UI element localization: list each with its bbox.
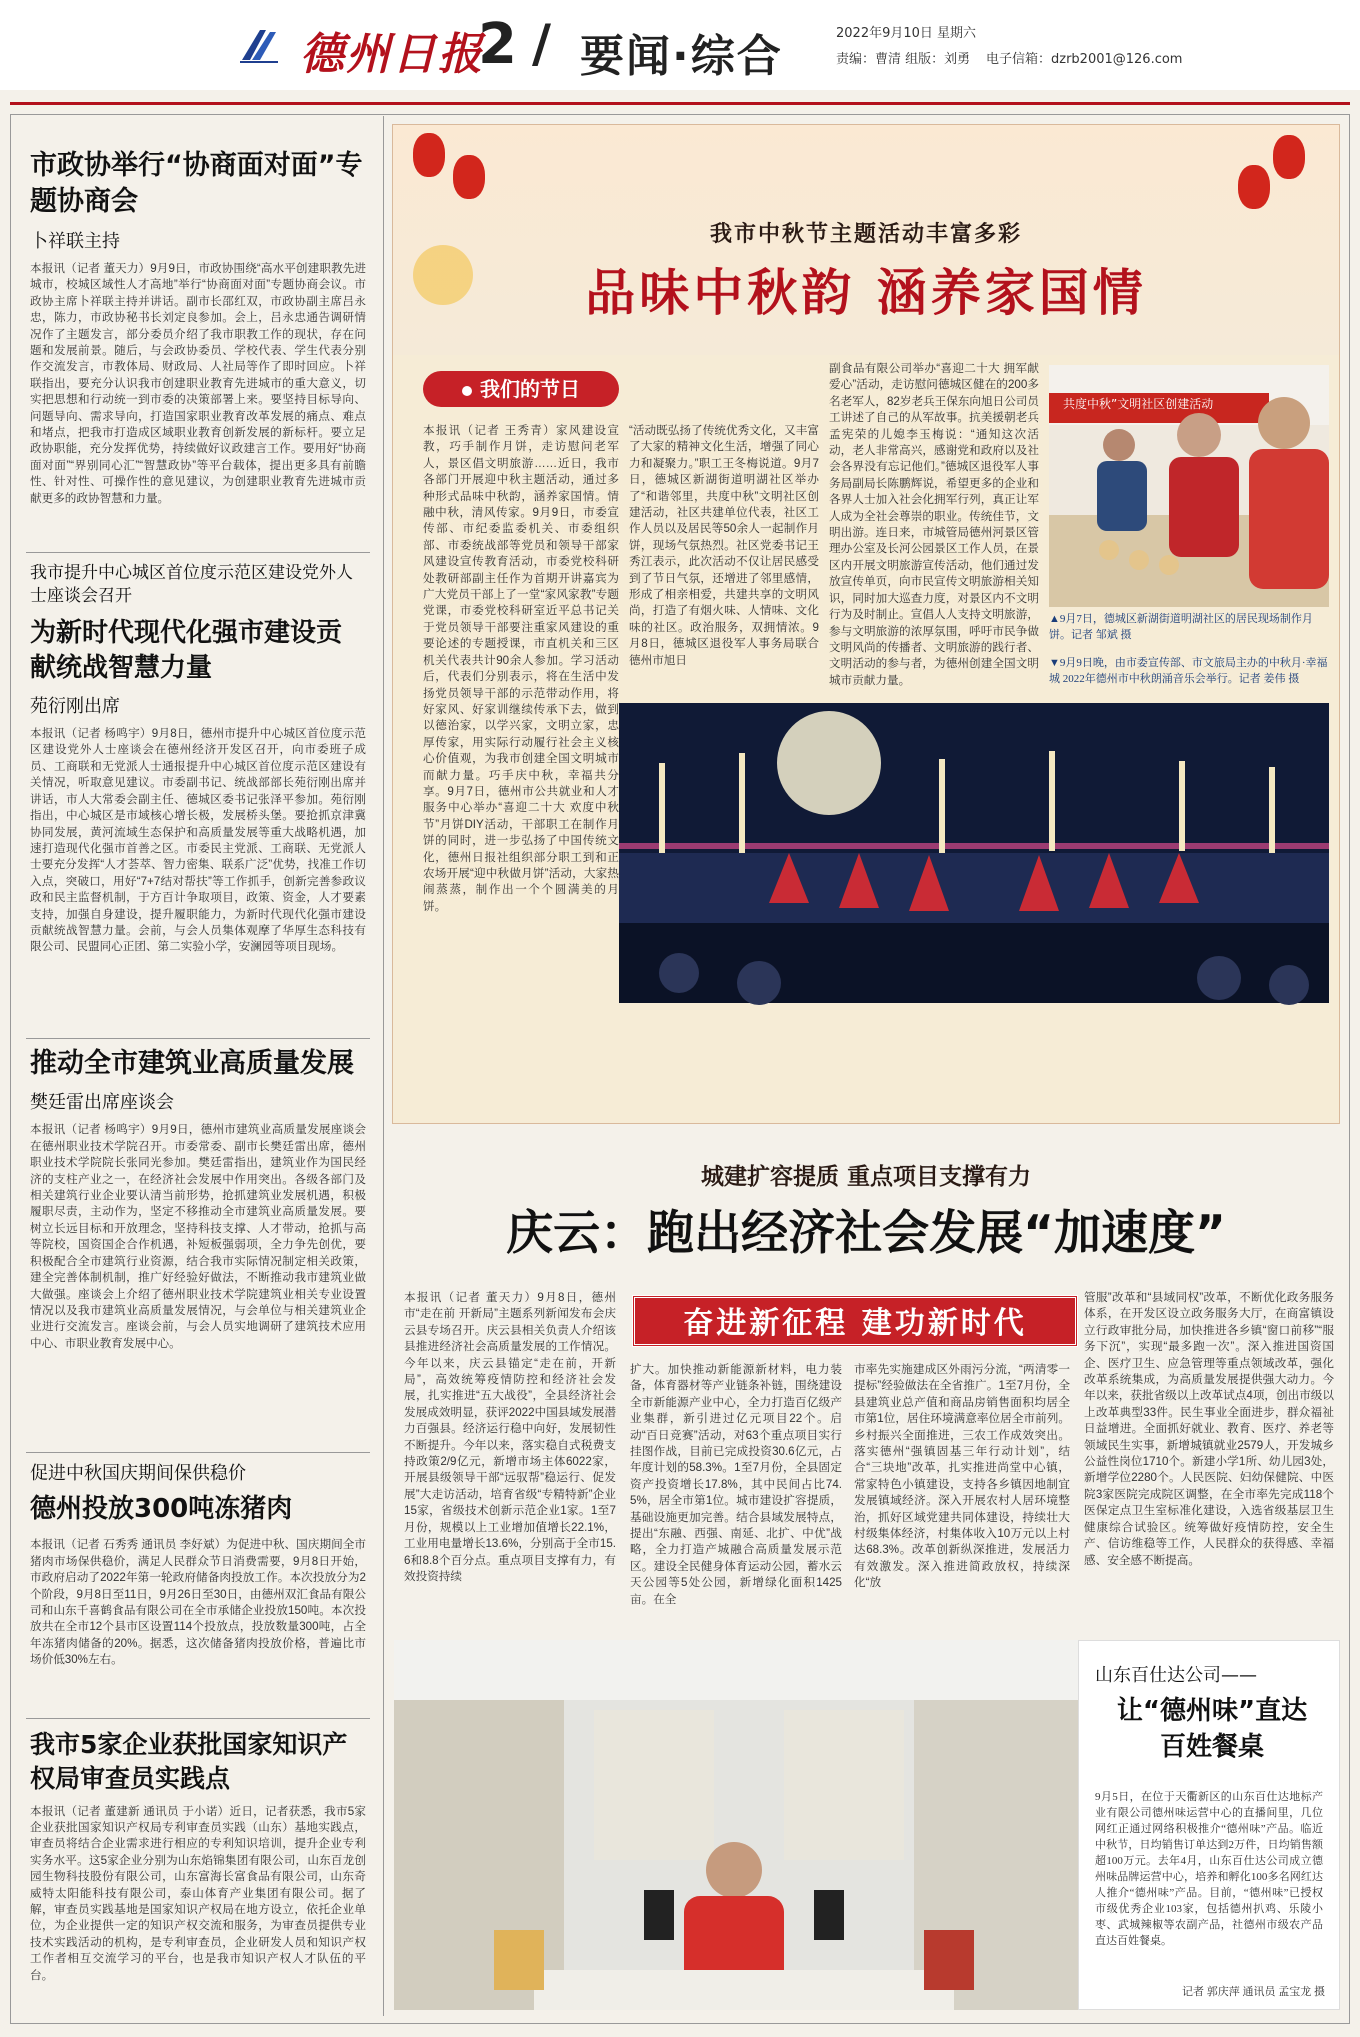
article-title: 我市5家企业获批国家知识产权局审查员实践点 (30, 1730, 348, 1793)
article-col-3 (854, 1362, 1070, 1622)
page-divider: / (532, 14, 551, 74)
photo-caption: ▲9月7日，德城区新湖街道明湖社区的居民现场制作月饼。记者 邹斌 摄 (1049, 613, 1313, 641)
article-divider (26, 1452, 370, 1453)
masthead (0, 0, 1360, 90)
article-col-1 (404, 1290, 616, 1622)
article-body: 本报讯（记者 董天力）9月9日，市政协围绕“高水平创建职教先进城市，校城区域性人才高地”举行“协商面对面”专题协商会议。市政协主席卜祥联主持并讲话。副市长邵红双，市政协副主席吕永忠，陈力，市政协秘书长刘定良参加。会上，吕永忠通告调研情况作了主题发言，部分委员介绍了我市职教工作的现状，存在问题和发展前景。随后，与会政协委员、学校代表、学生代表分别作交流发言，市教体局、财政局、人社局等作了即时回应。卜祥联指出，要充分认识我市创建职业教育先进城市的重大意义，切实把思想和行动统一到市委的决策部署上来。要坚持目标导向、问题导向、需求导向，打造国家职业教育改革发展的痛点、难点和堵点，把我市打造成区域职业教育创新发展的新标杆。要立足政协职能，充分发挥优势，持续做好议政建言工作。要用好“协商面对面”“界别同心汇”“智慧政协”等平台载体，提出更多具有前瞻性、针对性、可操作性的意见建议，为创建职业教育先进城市贡献更多的政协智慧和力量。 (30, 261, 366, 505)
newspaper-logo-icon (238, 26, 280, 64)
article-subtitle: 苑衍刚出席 (30, 696, 120, 718)
article-col-2 (630, 1362, 842, 1622)
page-number: 2 (478, 12, 517, 77)
photo-concert (619, 703, 1329, 1003)
article-body: 本报讯（记者 董建新 通讯员 于小诺）近日，记者获悉，我市5家企业获批国家知识产权局专利审查员实践（山东）基地实践点，审查员将结合企业需求进行相应的专利知识培训，提升企业专利实务水平。这5家企业分别为山东焰锦集团有限公司，山东百龙创园生物科技股份有限公司，山东富海长富食品有限公司，山东奇威特太阳能科技有限公司，泰山体育产业集团有限公司。据了解，审查员实践基地是国家知识产权局在地方设立，依托企业单位，为企业提供一定的知识产权交流和服务，为审查员提供专业技术实践活动的机构，是专利审查员，企业研发人员和知识产权工作者相互交流学习的平台，也是我市知识产权人才队伍的平台。 (30, 1804, 366, 1982)
feature-text: 副食品有限公司举办“喜迎二十大 拥军献爱心”活动，走访慰问德城区健在的200多名老军人，82岁老兵王保东向旭日公司员工讲述了自己的从军故事。抗美援朝老兵孟宪荣的儿媳李玉梅说：“通知这次活动，老人非常高兴，感谢党和政府以及社会各界没有忘记他们。”德城区退役军人事务局副局长陈鹏辉说，希望更多的企业和各界人士加入社会化拥军行列，真正让军人成为全社会尊崇的职业。传统佳节，文明出游。连日来，市城管局德州河景区管理办公室及长河公园景区工作人员，在景区内开展文明旅游宣传活动，他们通过发放宣传单页，向市民宣传文明旅游相关知识，同时加大巡查力度，对景区内不文明行为及时制止。宣倡人人支持文明旅游，参与文明旅游的浓厚氛围，呼吁市民争做文明风尚的传播者、文明旅游的践行者、文明活动的参与者，为德州创建全国文明城市贡献力量。 (829, 362, 1039, 687)
lantern-icon (413, 133, 445, 177)
feature-title: 品味中秋韵 涵养家国情 (585, 264, 1147, 322)
article-title: 为新时代现代化强市建设贡献统战智慧力量 (30, 617, 343, 683)
article-body: 本报讯（记者 杨鸣宇）9月9日，德州市建筑业高质量发展座谈会在德州职业技术学院召开。市委常委、副市长樊廷雷出席，德州职业技术学院院长张同光参加。樊廷雷指出，建筑业作为国民经济的支柱产业之一，在经济社会发展中作用突出。各级各部门及相关建筑行业企业要认清当前形势，抢抓建筑业发展机遇，积极履职尽责，主动作为，坚定不移推动全市建筑业高质量发展。要树立长远目标和开放理念，坚持科技支撑、人才带动，抢抓与高等院校，国资国企合作机遇，补短板强弱项，全力争先创优，要积极配合全市建筑行业资源，结合我市实际情况制定相关政策，建全完善体制机制，推广好经验好做法，不断推动我市建筑业做大做强。座谈会上介绍了德州职业技术学院建筑业相关专业设置情况以及我市建筑业高质量发展情况，与会单位与相关建筑业企业进行交流发言。座谈会前，与会人员实地调研了建筑技术应用中心、市职业教育发展中心。 (30, 1123, 366, 1350)
article-lead: 促进中秋国庆期间保供稳价 (30, 1463, 246, 1484)
story-lead: 山东百仕达公司—— (1095, 1665, 1257, 1686)
lantern-icon (1273, 135, 1305, 179)
article-title: 推动全市建筑业高质量发展 (30, 1048, 354, 1079)
photo-caption: ▼9月9日晚，由市委宣传部、市文旅局主办的中秋月·幸福城 2022年德州市中秋朗涌音乐会举行。记者 姜伟 摄 (1049, 657, 1328, 685)
header-rule (10, 102, 1350, 105)
article-body: 本报讯（记者 石秀秀 通讯员 李好斌）为促进中秋、国庆期间全市猪肉市场保供稳价，满足人民群众节日消费需要，9月8日开始，市政府启动了2022年第一轮政府储备肉投放工作。本次投放分为2个阶段，9月8日至11日，9月26日至30日，由德州双汇食品有限公司和山东千喜鹤食品有限公司在全市承储企业投放150吨。本次投放共在全市12个县市区设置114个投放点，投放数量300吨，占全年冻猪肉储备的20%。据悉，这次储备猪肉投放价格，普遍比市场价低30%左右。 (30, 1538, 366, 1667)
festival-feature (392, 124, 1340, 1124)
article-kicker: 城建扩容提质 重点项目支撑有力 (700, 1163, 1031, 1190)
feature-text: 本报讯（记者 王秀青）家风建设宣教，巧手制作月饼，走访慰问老军人，景区倡文明旅游……近日，我市各部门开展迎中秋主题活动，通过多种形式品味中秋韵，涵养家国情。情融中秋，清风传家。9月9日，市委宣传部、市纪委监委机关、市委组织部、市委统战部等党员和领导干部家风建设宣传教育活动，市委党校科研处教研部副主任作为首期开讲嘉宾为广大党员干部上了一堂“家风家教”专题党课，市委党校科研室近平总书记关于党员领导干部要注重家风建设的重要论述的专题授课，市直机关和三区机关代表共计90余人参加。学习活动后，代表们分别表示，将在生活中发扬党员领导干部的示范带动作用，将好家风、好家训继续传承下去，做到以德治家，以学兴家，文明立家，忠厚传家，用实际行动履行社会主义核心价值观，为我市创建全国文明城市而献力量。巧手庆中秋，幸福共分享。9月7日，德州市公共就业和人才服务中心举办“喜迎二十大 欢度中秋节”月饼DIY活动，干部职工在制作月饼的同时，进一步弘扬了中国传统文化，德州日报社组织部分职工到和正农场开展“迎中秋做月饼”活动，大家热闹蒸蒸，制作出一个个圆满美的月饼。 (423, 424, 619, 913)
article-col-4 (1084, 1290, 1334, 1622)
article-lead: 我市提升中心城区首位度示范区建设党外人士座谈会召开 (30, 563, 353, 606)
article-body: 本报讯（记者 杨鸣宇）9月8日，德州市提升中心城区首位度示范区建设党外人士座谈会在德州经济开发区召开，向市委班子成员、工商联和无党派人士通报提升中心城区首位度示范区建设有关情况，听取意见建议。市委副书记、统战部部长苑衍刚出席并讲话，市人大常委会副主任、德城区委书记张泽平参加。苑衍刚指出，中心城区是市域核心增长极，发展桥头堡。要抢抓京津冀协同发展，黄河流域生态保护和高质量发展等重大战略机遇，加速打造现代化强市首善之区。市委民主党派、工商联、无党派人士要充分发挥“人才荟萃、智力密集、联系广泛”优势，找准工作切入点，突破口，用好“7+7结对帮扶”等工作抓手，创新完善参政议政和民主监督机制，于方百计争取项目，政策、资金，人才要素支持，加强自身建设，提升履职能力，为新时代现代化强市建设贡献统战智慧力量。会前，与会人员集体观摩了华厚生态科技有限公司、民盟同心正团、第二实验小学，安澜园等项目现场。 (30, 727, 366, 954)
article-text: 市率先实施建成区外雨污分流，“两清零一提标”经验做法在全省推广。1至7月份，全县建筑业总产值和商品房销售面积均居全市第1位，居住环境满意率位居全市前列。乡村振兴全面推进，三农工作成效突出。落实德州“强镇固基三年行动计划”，结合“三块地”改革，扎实推进尚堂中心镇，常家特色小镇建设，支持各乡镇因地制宜发展镇域经济。深入开展农村人居环境整治，抓好区域党建共同体建设，持续壮大村级集体经济，村集体收入10万元以上村达68.3%。改革创新纵深推进，发展活力有效激发。深入推进简政放权，持续深化“放 (854, 1363, 1070, 1590)
article-subtitle: 卜祥联主持 (30, 230, 120, 252)
photo-livestream-image (394, 1640, 1078, 2010)
badge-label: 我们的节日 (480, 377, 580, 401)
article-cppcc (30, 148, 366, 530)
photo-credit: 记者 郭庆萍 通讯员 孟宝龙 摄 (1182, 1986, 1325, 1998)
column-badge: 奋进新征程 建功新时代 (632, 1295, 1078, 1347)
article-text: 管服”改革和“县域同权”改革，不断优化政务服务体系，在开发区设立政务服务大厅，在商富镇设立行政审批分局，加快推进各乡镇“窗口前移”“服务下沉”，实现“最多跑一次”。深入推进国资国企、医疗卫生、应急管理等重点领域改革，强化改革系统集成，为高质量发展提供强大动力。今年以来，获批省级以上改革试点4项，创出市级以上改革典型33件。民生事业全面进步，群众福祉日益增进。全面抓好就业、教育、医疗、养老等领域民生实事，新增城镇就业2579人，开发城乡公益性岗位1710个。新建小学1所、幼儿园3处，新增学位2280个。人民医院、妇幼保健院、中医院3家医院完成院区调整，在全市率先完成118个医保定点卫生室标准化建设，入选省级基层卫生健康综合试验区。统筹做好疫情防控，安全生产、信访维稳等工作，人民群众的获得感、幸福感、安全感不断提高。 (1084, 1291, 1334, 1567)
article-text: 扩大。加快推动新能源新材料，电力装备，体育器材等产业链条补链，围绕建设全市新能源产业中心，全力打造百亿级产业集群，新引进过亿元项目22个。启动“百日竞赛”活动，对63个重点项目实行挂图作战，目前已完成投资30.6亿元，占年度计划的58.3%。1至7月份，全县固定资产投资增长17.8%，其中民间占比74.5%，居全市第1位。城市建设扩容提质，基础设施更加完善。结合县域发展特点，提出“东融、西强、南延、北扩、中优”战略，全力打造产城融合高质量发展示范区。建设全民健身体育运动公园，蓄水云天公园等5处公园，新增绿化面积1425亩。在全 (630, 1363, 842, 1606)
article-ip (30, 1728, 366, 2020)
article-united-front (30, 562, 366, 1042)
article-title: 庆云：跑出经济社会发展“加速度” (506, 1206, 1226, 1261)
feature-text: “活动既弘扬了传统优秀文化，又丰富了大家的精神文化生活，增强了同心力和凝聚力。”职工王冬梅说道。9月7日，德城区新湖街道明湖社区举办了“和谐邻里，共度中秋”文明社区创建活动，社区共建单位代表，社区工作人员以及居民等50余人一起制作月饼，现场气氛热烈。社区党委书记王秀江表示，此次活动不仅让居民感受到了节日气氛，还增进了邻里感情，形成了相亲相爱，共建共享的文明风尚，打造了有烟火味、人情味、文化味的社区。政治服务，双拥情浓。9月8日，德城区退役军人事务局联合德州市旭日 (629, 424, 819, 667)
editor-credits: 责编：曹清 组版：刘勇 (836, 52, 971, 67)
feature-col-1 (423, 423, 619, 913)
article-divider (26, 1718, 370, 1719)
dot-icon (462, 386, 472, 396)
article-pork (30, 1462, 366, 1712)
article-divider (26, 1038, 370, 1039)
feature-kicker: 我市中秋节主题活动丰富多彩 (709, 221, 1022, 247)
contact-email: 电子信箱：dzrb2001@126.com (986, 52, 1183, 67)
article-title: 德州投放300吨冻猪肉 (30, 1494, 293, 1525)
article-subtitle: 樊廷雷出席座谈会 (30, 1092, 174, 1114)
article-text: 本报讯（记者 董天力）9月8日，德州市“走在前 开新局”主题系列新闻发布会庆云县专场召开。庆云县相关负责人介绍该县推进经济社会高质量发展的工作情况。今年以来，庆云县锚定“走在前，开新局”，高效统筹疫情防控和经济社会发展，扎实推进“五大战役”，全县经济社会发展成效明显，获评2022中国县域发展潜力百强县。经济运行稳中向好，发展韧性不断提升。今年以来，落实稳自式税费支持政策2/9亿元，新增市场主体6022家，开展县级领导干部“远驭帮”稳运行、促发展”大走访活动，培育省级“专精特新”企业15家，省级技术创新示范企业1家。1至7月份，规模以上工业增加值增长22.1%，工业用电量增长13.6%，分别高于全市15.6和8.8个百分点。重点项目支撑有力，有效投资持续 (404, 1291, 616, 1583)
banner-text: 共度中秋”文明社区创建活动 (1063, 397, 1214, 411)
column-separator (383, 116, 384, 2016)
lantern-icon (453, 155, 485, 199)
column-badge (423, 371, 619, 407)
photo-mooncake-making (1049, 365, 1329, 607)
lantern-icon (1238, 165, 1270, 209)
article-title: 市政协举行“协商面对面”专题协商会 (30, 150, 363, 218)
photo-livestream (394, 1640, 1078, 2010)
story-body: 9月5日，在位于天衢新区的山东百仕达地标产业有限公司德州味运营中心的直播间里，几位网红正通过网络积极推介“德州味”产品。临近中秋节，日均销售订单达到2万件，日均销售额超100万元。去年4月，山东百仕达公司成立德州味品牌运营中心，培养和孵化100多名网红达人推介“德州味”产品。目前，“德州味”已授权市级优秀企业103家，包括德州扒鸡、乐陵小枣、武城辣椒等农副产品，社德州市级农产品直达百姓餐桌。 (1095, 1791, 1323, 1947)
photo-concert-image (619, 703, 1329, 1003)
issue-date: 2022年9月10日 星期六 (836, 26, 977, 41)
story-title: 让“德州味”直达百姓餐桌 (1116, 1696, 1308, 1762)
article-construction (30, 1046, 366, 1446)
story-box (1078, 1640, 1340, 2010)
newspaper-logo: 德州日报 (300, 29, 484, 80)
section-title: 要闻·综合 (580, 31, 783, 82)
article-divider (26, 552, 370, 553)
festival-banner (393, 125, 1339, 355)
